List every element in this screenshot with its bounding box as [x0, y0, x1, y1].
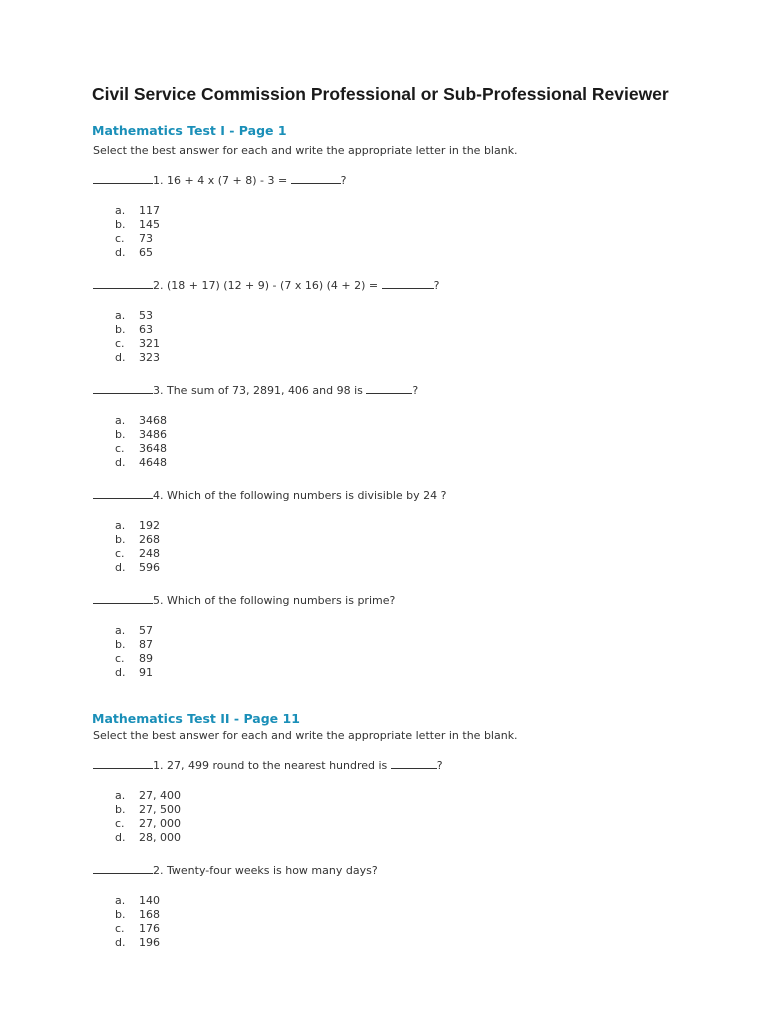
option-value: 323	[139, 351, 160, 364]
section-instructions: Select the best answer for each and write the appropriate letter in the blank.	[93, 729, 518, 742]
answer-blank-inline	[366, 383, 412, 394]
option	[115, 246, 153, 259]
option-value: 196	[139, 936, 160, 949]
option-value: 168	[139, 908, 160, 921]
option-value: 248	[139, 547, 160, 560]
answer-blank[interactable]	[93, 593, 153, 604]
option	[115, 936, 160, 949]
option-value: 268	[139, 533, 160, 546]
option	[115, 908, 160, 921]
option-letter: b.	[115, 218, 126, 231]
option	[115, 414, 167, 427]
option-letter: b.	[115, 908, 126, 921]
option-letter: a.	[115, 309, 126, 322]
option	[115, 323, 153, 336]
answer-blank[interactable]	[93, 173, 153, 184]
option-value: 117	[139, 204, 160, 217]
option-letter: d.	[115, 456, 126, 469]
question-suffix: ?	[412, 384, 419, 397]
option-letter: d.	[115, 246, 126, 259]
option-value: 27, 400	[139, 789, 181, 802]
option	[115, 533, 160, 546]
option-letter: c.	[115, 817, 125, 830]
question-suffix: ?	[436, 759, 443, 772]
question-text: 3. The sum of 73, 2891, 406 and 98 is	[153, 384, 367, 397]
option	[115, 666, 153, 679]
option-letter: a.	[115, 414, 126, 427]
question-text: 2. (18 + 17) (12 + 9) - (7 x 16) (4 + 2) =	[153, 279, 382, 292]
answer-blank-inline	[291, 173, 341, 184]
option-letter: d.	[115, 561, 126, 574]
option	[115, 652, 153, 665]
option-letter: d.	[115, 351, 126, 364]
option-letter: d.	[115, 666, 126, 679]
question-text: 2. Twenty-four weeks is how many days?	[153, 864, 378, 877]
option	[115, 894, 160, 907]
option	[115, 428, 167, 441]
option	[115, 337, 160, 350]
question-1-1	[93, 173, 347, 187]
option	[115, 831, 181, 844]
answer-blank-inline	[382, 278, 434, 289]
option	[115, 456, 167, 469]
option	[115, 218, 160, 231]
option-letter: c.	[115, 547, 125, 560]
option-letter: b.	[115, 533, 126, 546]
option-value: 91	[139, 666, 153, 679]
option-value: 28, 000	[139, 831, 181, 844]
question-text: 1. 16 + 4 x (7 + 8) - 3 =	[153, 174, 291, 187]
option-value: 140	[139, 894, 160, 907]
option	[115, 351, 160, 364]
option-value: 596	[139, 561, 160, 574]
question-1-3	[93, 383, 418, 397]
option-value: 27, 000	[139, 817, 181, 830]
option	[115, 803, 181, 816]
question-suffix: ?	[433, 279, 440, 292]
option-letter: a.	[115, 894, 126, 907]
option-value: 27, 500	[139, 803, 181, 816]
option-letter: a.	[115, 519, 126, 532]
question-2-2	[93, 863, 378, 877]
option	[115, 309, 153, 322]
document-title: Civil Service Commission Professional or Sub-Professional Reviewer	[92, 84, 669, 104]
answer-blank-inline	[391, 758, 437, 769]
answer-blank[interactable]	[93, 863, 153, 874]
question-suffix: ?	[340, 174, 347, 187]
option	[115, 624, 153, 637]
option-letter: c.	[115, 922, 125, 935]
option-letter: c.	[115, 442, 125, 455]
option	[115, 817, 181, 830]
option	[115, 442, 167, 455]
option-letter: b.	[115, 428, 126, 441]
option-value: 89	[139, 652, 153, 665]
question-1-4	[93, 488, 446, 502]
option-value: 3468	[139, 414, 167, 427]
section-heading: Mathematics Test I - Page 1	[92, 123, 287, 138]
option	[115, 547, 160, 560]
option-value: 63	[139, 323, 153, 336]
option-letter: c.	[115, 652, 125, 665]
question-text: 4. Which of the following numbers is divisible by 24 ?	[153, 489, 447, 502]
option-letter: a.	[115, 204, 126, 217]
option-letter: a.	[115, 624, 126, 637]
option-letter: b.	[115, 803, 126, 816]
question-2-1	[93, 758, 443, 772]
answer-blank[interactable]	[93, 278, 153, 289]
option-value: 65	[139, 246, 153, 259]
option-letter: b.	[115, 323, 126, 336]
answer-blank[interactable]	[93, 488, 153, 499]
option-letter: b.	[115, 638, 126, 651]
option-letter: a.	[115, 789, 126, 802]
option	[115, 789, 181, 802]
section-heading: Mathematics Test II - Page 11	[92, 711, 300, 726]
question-1-5	[93, 593, 395, 607]
question-text: 5. Which of the following numbers is prime?	[153, 594, 396, 607]
option-letter: d.	[115, 936, 126, 949]
option-value: 145	[139, 218, 160, 231]
option-value: 192	[139, 519, 160, 532]
option	[115, 232, 153, 245]
option-value: 87	[139, 638, 153, 651]
option	[115, 561, 160, 574]
option-letter: c.	[115, 232, 125, 245]
option-value: 3486	[139, 428, 167, 441]
option-value: 3648	[139, 442, 167, 455]
option-value: 73	[139, 232, 153, 245]
option-letter: c.	[115, 337, 125, 350]
option-value: 321	[139, 337, 160, 350]
section-instructions: Select the best answer for each and write the appropriate letter in the blank.	[93, 144, 518, 157]
answer-blank[interactable]	[93, 758, 153, 769]
option	[115, 519, 160, 532]
option-value: 53	[139, 309, 153, 322]
option-letter: d.	[115, 831, 126, 844]
option	[115, 204, 160, 217]
option	[115, 922, 160, 935]
question-text: 1. 27, 499 round to the nearest hundred is	[153, 759, 391, 772]
answer-blank[interactable]	[93, 383, 153, 394]
option	[115, 638, 153, 651]
option-value: 4648	[139, 456, 167, 469]
option-value: 57	[139, 624, 153, 637]
option-value: 176	[139, 922, 160, 935]
question-1-2	[93, 278, 439, 292]
